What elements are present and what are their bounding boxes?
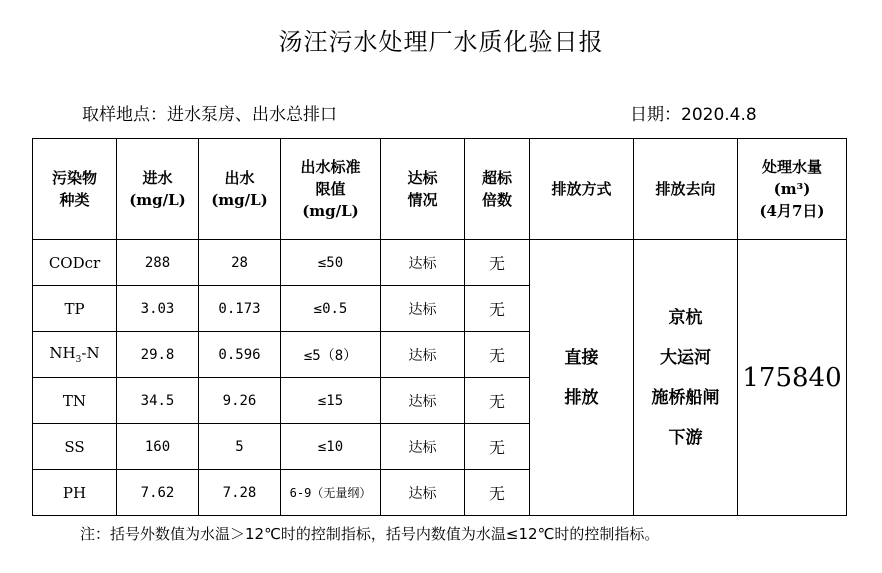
limit-cell: 6-9（无量纲）	[281, 470, 381, 516]
outflow-cell: 28	[199, 240, 281, 286]
limit-cell: ≤0.5	[281, 286, 381, 332]
table-row	[33, 240, 847, 286]
discharge-method-cell: 直接 排放	[530, 240, 634, 516]
header-outflow: 出水 (mg/L)	[199, 139, 281, 240]
footnote: 注：括号外数值为水温＞12℃时的控制指标，括号内数值为水温≤12℃时的控制指标。	[80, 525, 660, 543]
compliance-cell: 达标	[381, 332, 465, 378]
inflow-cell: 34.5	[117, 378, 199, 424]
limit-cell: ≤5（8）	[281, 332, 381, 378]
inflow-cell: 288	[117, 240, 199, 286]
limit-cell: ≤10	[281, 424, 381, 470]
compliance-cell: 达标	[381, 378, 465, 424]
exceed-cell: 无	[465, 424, 530, 470]
pollutant-cell: SS	[33, 424, 117, 470]
compliance-cell: 达标	[381, 286, 465, 332]
header-discharge-method: 排放方式	[530, 139, 634, 240]
compliance-cell: 达标	[381, 240, 465, 286]
pollutant-cell: $NH_3-N$	[33, 332, 117, 378]
outflow-cell: 0.596	[199, 332, 281, 378]
report-date: 日期：2020.4.8	[630, 105, 757, 125]
compliance-cell: 达标	[381, 470, 465, 516]
header-treated-volume: 处理水量 (m³) (4月7日)	[738, 139, 847, 240]
outflow-cell: 0.173	[199, 286, 281, 332]
inflow-cell: 7.62	[117, 470, 199, 516]
sampling-location: 取样地点：进水泵房、出水总排口	[82, 105, 337, 125]
report-title: 汤汪污水处理厂水质化验日报	[278, 28, 604, 56]
outflow-cell: 9.26	[199, 378, 281, 424]
outflow-cell: 7.28	[199, 470, 281, 516]
header-pollutant: 污染物 种类	[33, 139, 117, 240]
water-quality-table	[32, 138, 847, 516]
exceed-cell: 无	[465, 286, 530, 332]
pollutant-cell: CODcr	[33, 240, 117, 286]
header-limit: 出水标准 限值 (mg/L)	[281, 139, 381, 240]
inflow-cell: 3.03	[117, 286, 199, 332]
treated-volume-value: 175840	[738, 240, 847, 516]
exceed-cell: 无	[465, 378, 530, 424]
pollutant-cell: TP	[33, 286, 117, 332]
outflow-cell: 5	[199, 424, 281, 470]
inflow-cell: 29.8	[117, 332, 199, 378]
discharge-destination-cell: 京杭 大运河 施桥船闸 下游	[634, 240, 738, 516]
exceed-cell: 无	[465, 332, 530, 378]
exceed-cell: 无	[465, 240, 530, 286]
limit-cell: ≤50	[281, 240, 381, 286]
header-row	[33, 139, 847, 240]
header-inflow: 进水 (mg/L)	[117, 139, 199, 240]
exceed-cell: 无	[465, 470, 530, 516]
pollutant-cell: TN	[33, 378, 117, 424]
inflow-cell: 160	[117, 424, 199, 470]
header-discharge-destination: 排放去向	[634, 139, 738, 240]
pollutant-cell: PH	[33, 470, 117, 516]
limit-cell: ≤15	[281, 378, 381, 424]
header-compliance: 达标 情况	[381, 139, 465, 240]
compliance-cell: 达标	[381, 424, 465, 470]
header-exceed: 超标 倍数	[465, 139, 530, 240]
